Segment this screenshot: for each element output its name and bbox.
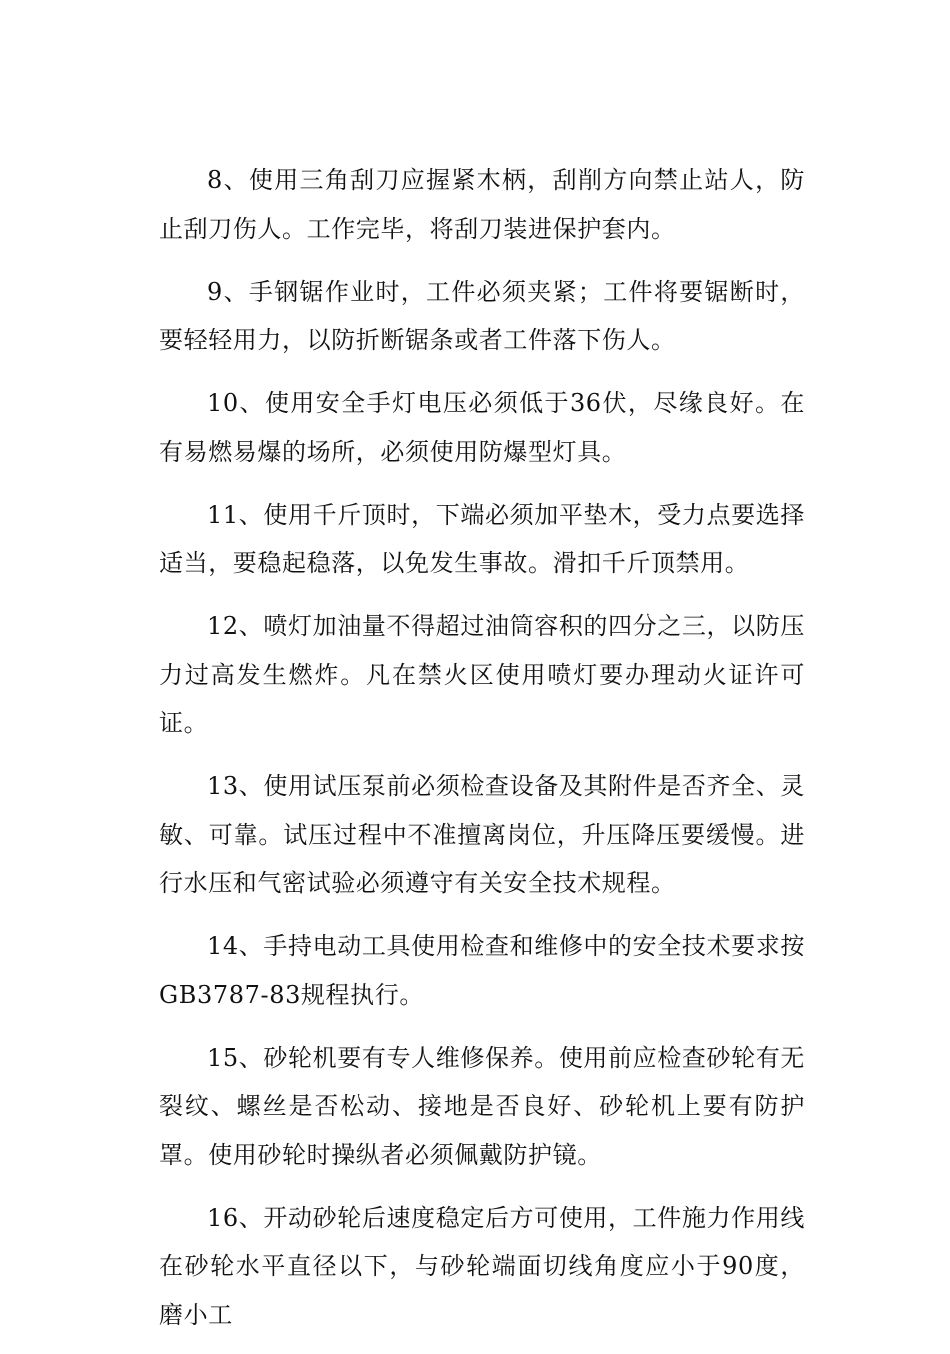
paragraph-item-9: 9、手钢锯作业时，工件必须夹紧；工件将要锯断时，要轻轻用力，以防折断锯条或者工件落下伤人。 bbox=[159, 277, 805, 354]
paragraph-item-10: 10、使用安全手灯电压必须低于36伏，尽缘良好。在有易燃易爆的场所，必须使用防爆型灯具。 bbox=[159, 389, 805, 466]
paragraph-item-12: 12、喷灯加油量不得超过油筒容积的四分之三，以防压力过高发生燃炸。凡在禁火区使用喷灯要办理动火证许可证。 bbox=[159, 612, 805, 737]
paragraph-item-13: 13、使用试压泵前必须检查设备及其附件是否齐全、灵敏、可靠。试压过程中不准擅离岗位，升压降压要缓慢。进行水压和气密试验必须遵守有关安全技术规程。 bbox=[159, 772, 805, 897]
document-body bbox=[159, 156, 805, 1354]
paragraph-item-15: 15、砂轮机要有专人维修保养。使用前应检查砂轮有无裂纹、螺丝是否松动、接地是否良好、砂轮机上要有防护罩。使用砂轮时操纵者必须佩戴防护镜。 bbox=[159, 1043, 805, 1169]
paragraph-item-11: 11、使用千斤顶时，下端必须加平垫木，受力点要选择适当，要稳起稳落，以免发生事故。滑扣千斤顶禁用。 bbox=[159, 500, 805, 577]
paragraph-item-14: 14、手持电动工具使用检查和维修中的安全技术要求按GB3787-83规程执行。 bbox=[159, 932, 805, 1009]
paragraph-item-16: 16、开动砂轮后速度稳定后方可使用，工件施力作用线在砂轮水平直径以下，与砂轮端面切线角度应小于90度，磨小工 bbox=[159, 1203, 805, 1329]
paragraph-item-8: 8、使用三角刮刀应握紧木柄，刮削方向禁止站人，防止刮刀伤人。工作完毕，将刮刀装进保护套内。 bbox=[159, 166, 805, 243]
